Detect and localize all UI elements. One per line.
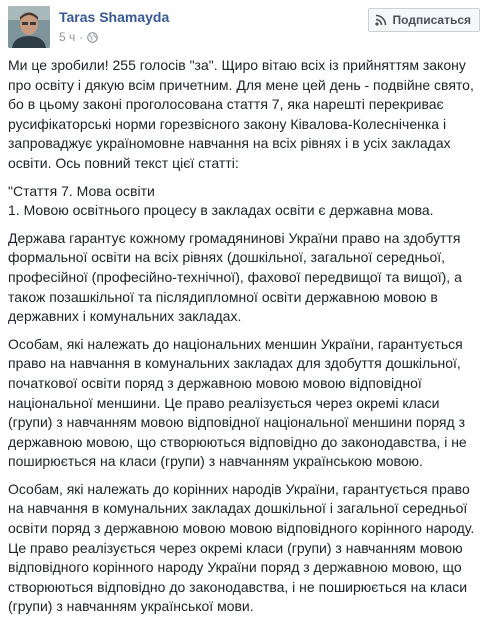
post-body [8, 56, 478, 625]
subscribe-label: Подписаться [392, 13, 471, 27]
post-time[interactable]: 5 ч [59, 30, 76, 44]
post-paragraph: Особам, які належать до національних меншин України, гарантується право на навчання в комунальних закладах для здобуття дошкільної, початкової освіти поряд з державною мовою мовою відповідної національної меншини. Це право реалізується через окремі класи (групи) з навчанням мовою відповідної національної меншини поряд з державною мовою, що створюються відповідно до законодавства, і не поширюється на класи (групи) з навчанням українською мовою. [8, 335, 467, 470]
post-paragraph: Ми це зробили! 255 голосів "за". Щиро вітаю всіх із прийняттям закону про освіту і дякую всім причетним. Для мене цей день - подвійне свято, бо в цьому законі проголосована стаття 7, яка нарешті перекриває русифікаторські норми горезвісного закону Ківалова-Колесніченка і запроваджує україномовне навчання на всіх рівнях і в усіх закладах освіти. Ось повний текст цієї статті: [8, 57, 474, 171]
post-header [8, 6, 482, 50]
author-name[interactable]: Taras Shamayda [59, 9, 170, 25]
avatar[interactable] [8, 6, 50, 48]
post-paragraph: Держава гарантує кожному громадянинові України право на здобуття формальної освіти на всіх рівнях (дошкільної, загальної середньої, професійної (професійно-технічної), фахової передвищої та вищої), а також позашкільної та післядипломної освіти державною мовою в державних і комунальних закладах. [8, 229, 462, 325]
post-paragraph: "Стаття 7. Мова освіти 1. Мовою освітнього процесу в закладах освіти є державна мова. [8, 182, 434, 219]
avatar-photo [8, 6, 50, 48]
post-paragraph: Особам, які належать до корінних народів України, гарантується право на навчання в комунальних закладах дошкільної і загальної середньої освіти поряд з державною мовою мовою відповідного корінного народу. Це право реалізується через окремі класи (групи) з навчанням мовою відповідного корінного народу України поряд з державною мовою, що створюються відповідно до законодавства, і не поширюється на класи (групи) з навчанням української мови. [8, 480, 475, 615]
meta-separator: · [79, 30, 84, 44]
globe-icon [87, 32, 98, 43]
subscribe-button[interactable] [368, 8, 480, 32]
rss-icon [375, 14, 387, 26]
post-meta [59, 29, 98, 45]
